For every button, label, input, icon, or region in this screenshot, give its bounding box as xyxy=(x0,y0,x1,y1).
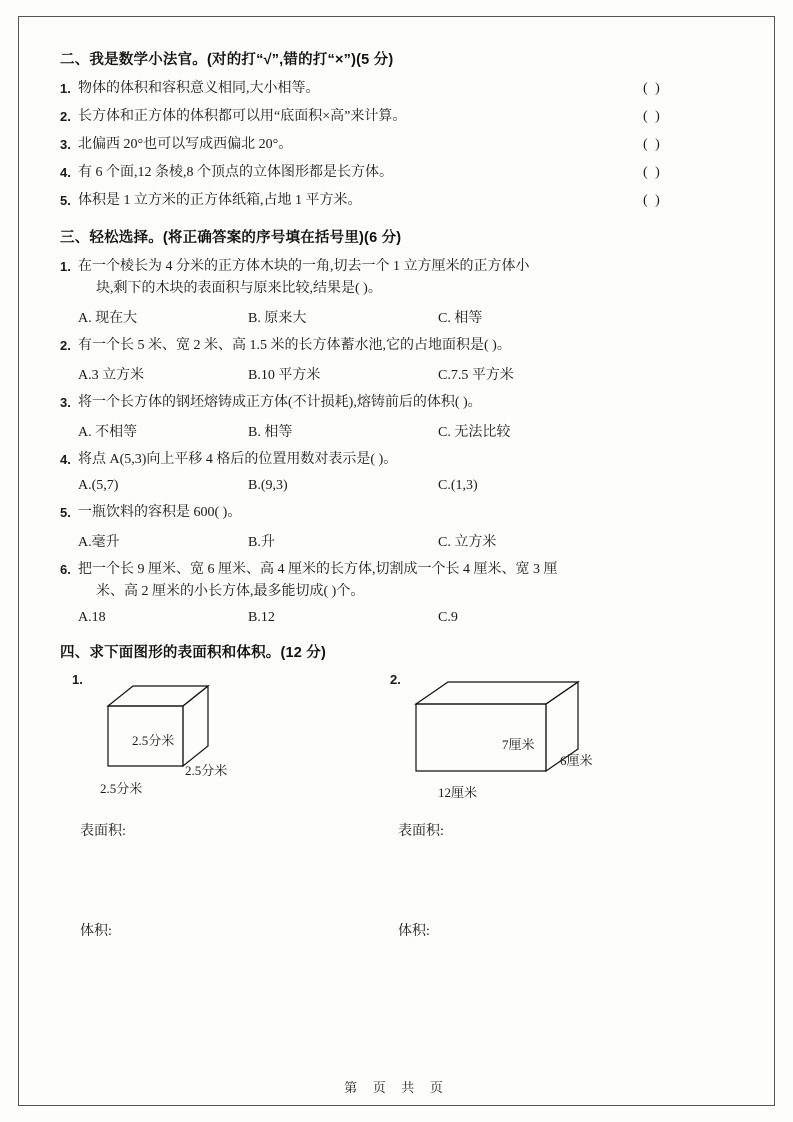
tf-item-number: 2. xyxy=(60,109,71,124)
choice-option-c[interactable]: C.7.5 平方米 xyxy=(438,368,514,383)
tf-item-number: 3. xyxy=(60,137,71,152)
choice-item xyxy=(60,449,735,494)
choice-item-number: 5. xyxy=(60,505,71,520)
choice-options xyxy=(60,478,735,494)
choice-option-b[interactable]: B. 相等 xyxy=(248,425,293,440)
tf-answer-bracket[interactable]: ( ) xyxy=(643,165,662,180)
tf-item-number: 4. xyxy=(60,165,71,180)
tf-item-text: 长方体和正方体的体积都可以用“底面积×高”来计算。 xyxy=(78,109,407,124)
figure-number: 1. xyxy=(72,672,83,687)
choice-options xyxy=(60,610,735,626)
tf-item xyxy=(60,134,735,155)
choice-item xyxy=(60,392,735,441)
choice-option-c[interactable]: C. 相等 xyxy=(438,311,483,326)
choice-item-text-line1: 将一个长方体的钢坯熔铸成正方体(不计损耗),熔铸前后的体积( )。 xyxy=(78,395,482,410)
choice-option-c[interactable]: C. 无法比较 xyxy=(438,425,511,440)
tf-answer-bracket[interactable]: ( ) xyxy=(643,193,662,208)
figure-1-label-height: 2.5分米 xyxy=(132,733,175,748)
choice-item-text-line1: 有一个长 5 米、宽 2 米、高 1.5 米的长方体蓄水池,它的占地面积是( )。 xyxy=(78,338,511,353)
tf-item xyxy=(60,106,735,127)
choice-item xyxy=(60,502,735,551)
choice-item-text-line2: 米、高 2 厘米的小长方体,最多能切成( )个。 xyxy=(96,584,365,599)
choice-item-number: 4. xyxy=(60,452,71,467)
choice-option-b[interactable]: B. 原来大 xyxy=(248,311,307,326)
tf-item-text: 物体的体积和容积意义相同,大小相等。 xyxy=(78,81,320,96)
choice-option-a[interactable]: A.毫升 xyxy=(78,535,120,550)
choice-options xyxy=(60,531,735,551)
choice-item xyxy=(60,559,735,626)
tf-answer-bracket[interactable]: ( ) xyxy=(643,137,662,152)
tf-answer-bracket[interactable]: ( ) xyxy=(643,109,662,124)
choice-option-b[interactable]: B.(9,3) xyxy=(248,478,288,493)
choice-option-a[interactable]: A.3 立方米 xyxy=(78,368,145,383)
figure-2-label-depth: 6厘米 xyxy=(560,753,593,768)
choice-option-b[interactable]: B.10 平方米 xyxy=(248,368,321,383)
page-footer: 第 页 共 页 xyxy=(344,1080,449,1095)
figure-1-label-width: 2.5分米 xyxy=(100,781,143,796)
section-heading-multiple-choice: 三、轻松选择。(将正确答案的序号填在括号里)(6 分) xyxy=(60,230,402,246)
figure-item-2 xyxy=(390,672,690,942)
choice-option-b[interactable]: B.升 xyxy=(248,535,275,550)
choice-option-a[interactable]: A.(5,7) xyxy=(78,478,119,493)
choice-option-a[interactable]: A. 现在大 xyxy=(78,311,138,326)
choice-item-number: 6. xyxy=(60,562,71,577)
choice-item xyxy=(60,256,735,327)
section-heading-true-false: 二、我是数学小法官。(对的打“√”,错的打“×”)(5 分) xyxy=(60,52,394,68)
figure-2-label-height: 7厘米 xyxy=(502,737,535,752)
tf-item-number: 1. xyxy=(60,81,71,96)
choice-options xyxy=(60,421,735,441)
choice-item-number: 3. xyxy=(60,395,71,410)
tf-item-text: 北偏西 20°也可以写成西偏北 20°。 xyxy=(78,137,293,152)
section-heading-figures: 四、求下面图形的表面积和体积。(12 分) xyxy=(60,645,327,661)
tf-item-text: 有 6 个面,12 条棱,8 个顶点的立体图形都是长方体。 xyxy=(78,165,393,180)
choice-option-b[interactable]: B.12 xyxy=(248,610,275,625)
choice-option-c[interactable]: C.9 xyxy=(438,610,458,625)
choice-item-number: 1. xyxy=(60,259,71,274)
page-content xyxy=(60,48,735,942)
choice-item-text-line2: 块,剩下的木块的表面积与原来比较,结果是( )。 xyxy=(96,281,382,296)
figure-2-volume-label: 体积: xyxy=(398,924,430,939)
tf-answer-bracket[interactable]: ( ) xyxy=(643,81,662,96)
figure-1-volume-label: 体积: xyxy=(80,924,112,939)
choice-item-text-line1: 把一个长 9 厘米、宽 6 厘米、高 4 厘米的长方体,切割成一个长 4 厘米、宽 3 厘 xyxy=(78,562,558,577)
figure-number: 2. xyxy=(390,672,401,687)
choice-option-a[interactable]: A.18 xyxy=(78,610,106,625)
figure-1-surface-area-label: 表面积: xyxy=(80,824,126,839)
choice-options xyxy=(60,307,735,327)
tf-item xyxy=(60,190,735,211)
choice-item-text-line1: 将点 A(5,3)向上平移 4 格后的位置用数对表示是( )。 xyxy=(78,452,398,467)
choice-item-text-line1: 在一个棱长为 4 分米的正方体木块的一角,切去一个 1 立方厘米的正方体小 xyxy=(78,259,530,274)
tf-item-number: 5. xyxy=(60,193,71,208)
figures-area xyxy=(60,672,735,942)
choice-options xyxy=(60,364,735,384)
figure-1-label-depth: 2.5分米 xyxy=(185,763,228,778)
choice-item-text-line1: 一瓶饮料的容积是 600( )。 xyxy=(78,505,242,520)
choice-option-a[interactable]: A. 不相等 xyxy=(78,425,138,440)
tf-item-text: 体积是 1 立方米的正方体纸箱,占地 1 平方米。 xyxy=(78,193,362,208)
tf-item xyxy=(60,162,735,183)
choice-option-c[interactable]: C.(1,3) xyxy=(438,478,478,493)
figure-2-surface-area-label: 表面积: xyxy=(398,824,444,839)
figure-2-label-width: 12厘米 xyxy=(438,785,478,800)
tf-item xyxy=(60,78,735,99)
choice-item xyxy=(60,335,735,384)
choice-item-number: 2. xyxy=(60,338,71,353)
choice-option-c[interactable]: C. 立方米 xyxy=(438,535,497,550)
figure-item-1 xyxy=(72,672,372,942)
